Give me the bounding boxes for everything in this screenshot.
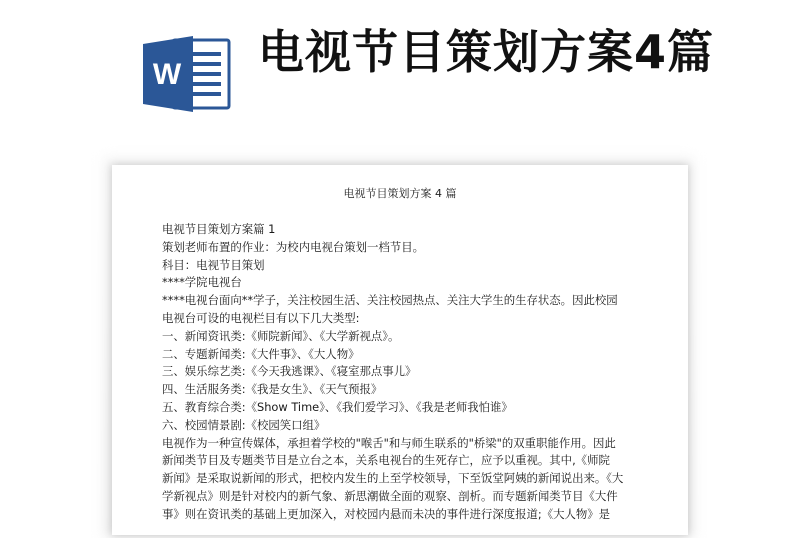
body-line: 新闻类节目及专题类节目是立台之本，关系电视台的生死存亡，应予以重视。其中,《师院 — [162, 453, 610, 468]
page-title: 电视节目策划方案4篇 — [258, 25, 715, 79]
document-page — [112, 165, 688, 535]
body-line: 电视作为一种宣传媒体，承担着学校的"喉舌"和与师生联系的"桥梁"的双重职能作用。因此 — [162, 435, 616, 450]
body-line: 事》则在资讯类的基础上更加深入，对校园内悬而未决的事件进行深度报道;《大人物》是 — [162, 506, 611, 521]
word-document-icon — [143, 34, 235, 114]
body-line: ****电视台面向**学子，关注校园生活、关注校园热点、关注大学生的生存状态。因此校园 — [162, 293, 618, 308]
body-line: 一、新闻资讯类:《师院新闻》、《大学新视点》。 — [162, 328, 400, 343]
body-line: 五、教育综合类:《Show Time》、《我们爱学习》、《我是老师我怕谁》 — [162, 399, 513, 414]
body-line: 三、娱乐综艺类:《今天我逃课》、《寝室那点事儿》 — [162, 364, 417, 379]
body-line: 二、专题新闻类:《大件事》、《大人物》 — [162, 346, 360, 361]
body-line: 学新视点》则是针对校内的新气象、新思潮做全面的观察、剖析。而专题新闻类节目《大件 — [162, 488, 618, 503]
body-line: 策划老师布置的作业：为校内电视台策划一档节目。 — [162, 239, 424, 254]
document-body — [162, 221, 642, 524]
banner-header — [0, 0, 800, 160]
document-title: 电视节目策划方案 4 篇 — [343, 187, 457, 200]
body-line: 四、生活服务类:《我是女生》、《天气预报》 — [162, 382, 383, 397]
body-line: ****学院电视台 — [162, 275, 242, 290]
body-line: 科目：电视节目策划 — [162, 257, 265, 272]
svg-text:W: W — [152, 58, 182, 91]
body-line: 电视台可设的电视栏目有以下几大类型: — [162, 310, 360, 325]
body-line: 电视节目策划方案篇 1 — [162, 222, 276, 236]
body-line: 六、校园情景剧:《校园笑口组》 — [162, 417, 326, 432]
body-line: 新闻》是采取说新闻的形式，把校内发生的上至学校领导，下至饭堂阿姨的新闻说出来。《大 — [162, 471, 624, 486]
